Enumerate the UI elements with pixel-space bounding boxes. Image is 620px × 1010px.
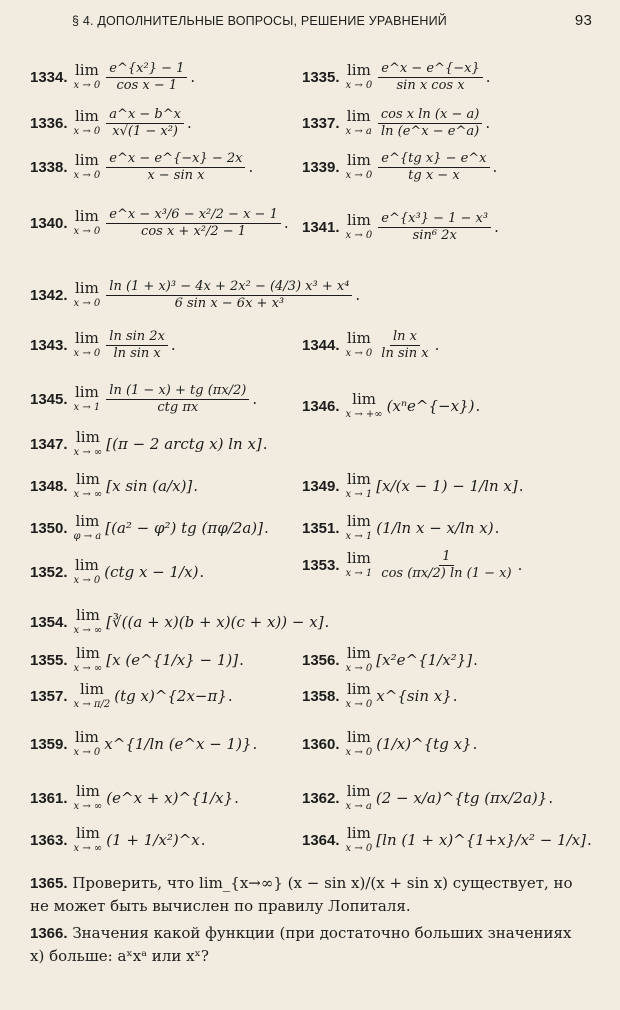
problem-1359: 1359. lim x → 0 x^{1/ln (e^x − 1)} . [30, 728, 258, 758]
problem-1354: 1354. lim x → ∞ [∛((a + x)(b + x)(c + x)) − x] . [30, 606, 330, 636]
problem-1348: 1348. lim x → ∞ [x sin (a/x)] . [30, 470, 199, 500]
page-number: 93 [574, 12, 592, 29]
problem-1353: 1353. lim x → 1 $\frac{1}{\cos (\pi x/2) \ln (1 - x)}$ . [302, 549, 523, 581]
problem-1345: 1345. lim x → 1 $\frac{\ln (1 - x) + tg (\pi x/2)}{\text{ctg πx}}$ . [30, 383, 258, 415]
problem-1350: 1350. lim φ → a [(a² − φ²) tg (πφ/2a)] . [30, 512, 269, 542]
problem-1349: 1349. lim x → 1 [x/(x − 1) − 1/ln x] . [302, 470, 524, 500]
problem-1351: 1351. lim x → 1 (1/ln x − x/ln x) . [302, 512, 500, 542]
problem-1358: 1358. lim x → 0 x^{sin x} . [302, 680, 458, 710]
problem-1340: 1340. lim x → 0 $\frac{\text{e\textasciicircum{}x − x³/6 − x²/2 − x − 1}}{\text{cos x + x²/2 − 1}}$ . [30, 207, 289, 239]
problem-1341: 1341. lim x → 0 $\frac{\text{e\textasciicircum{}\{x³\} − 1 − x³}}{\text{sin⁶ 2x}}$ . [302, 211, 499, 243]
problem-1347: 1347. lim x → ∞ [(π − 2 arctg x) ln x] . [30, 428, 268, 458]
problem-1336: 1336. lim x → 0 $\frac{a\^{}x - b\^{}x}{\text{x√(1 − x²)}}$ . [30, 107, 192, 139]
problem-1366: 1366. Значения какой функции (при достаточно больших значениях x) больше: aˣxᵃ или xˣ? [30, 924, 572, 965]
problem-1365: 1365. Проверить, что lim_{x→∞} (x − sin x)/(x + sin x) существует, но не может быть вычислен по правилу Лопиталя. [30, 874, 573, 915]
problem-1357: 1357. lim x → π/2 (tg x)^{2x−π} . [30, 680, 233, 710]
problem-1338: 1338. lim x → 0 $\frac{e\^{}x - e\^{}\{-x\} - 2x}{\text{x − sin x}}$ . [30, 151, 254, 183]
problem-1343: 1343. lim x → 0 $\frac{\text{ln sin 2x}}{\text{ln sin x}}$ . [30, 329, 176, 361]
problem-1364: 1364. lim x → 0 [ln (1 + x)^{1+x}/x² − 1/x] . [302, 824, 592, 854]
problem-1362: 1362. lim x → a (2 − x/a)^{tg (πx/2a)} . [302, 782, 554, 812]
problem-1342: 1342. lim x → 0 $\frac{\text{ln (1 + x)³ − 4x + 2x² − (4/3) x³ + x⁴}}{\text{6 sin x − 6x + x³}}$ . [30, 279, 361, 311]
section-title: § 4. ДОПОЛНИТЕЛЬНЫЕ ВОПРОСЫ, РЕШЕНИЕ УРАВНЕНИЙ [72, 14, 447, 28]
problem-1344: 1344. lim x → 0 $\frac{\text{ln x}}{\text{ln sin x}}$ . [302, 329, 440, 361]
problem-1334: 1334. lim x → 0 $\frac{\text{e\textasciicircum{}\{x²\} − 1}}{\text{cos x − 1}}$ . [30, 61, 196, 93]
problem-1363: 1363. lim x → ∞ (1 + 1/x²)^x . [30, 824, 206, 854]
page-header [72, 12, 592, 34]
problem-1346: 1346. lim x → +∞ (xⁿe^{−x}) . [302, 390, 481, 420]
problem-1356: 1356. lim x → 0 [x²e^{1/x²}] . [302, 644, 478, 674]
problem-1352: 1352. lim x → 0 (ctg x − 1/x) . [30, 556, 205, 586]
problem-1360: 1360. lim x → 0 (1/x)^{tg x} . [302, 728, 478, 758]
problem-1361: 1361. lim x → ∞ (e^x + x)^{1/x} . [30, 782, 239, 812]
problem-1339: 1339. lim x → 0 $\frac{\text{e\textasciicircum{}\{tg x\} − e\textasciicircum{}x}}{\text{tg x − x}}$ . [302, 151, 498, 183]
problem-1335: 1335. lim x → 0 $\frac{e\^{}x - e\^{}\{-x\}}{\text{sin x cos x}}$ . [302, 61, 491, 93]
problem-1355: 1355. lim x → ∞ [x (e^{1/x} − 1)] . [30, 644, 244, 674]
problem-1337: 1337. lim x → a $\frac{\text{cos x ln (x − a)}}{\ln (e\^{}x - e\^{}a)}$ . [302, 107, 491, 139]
